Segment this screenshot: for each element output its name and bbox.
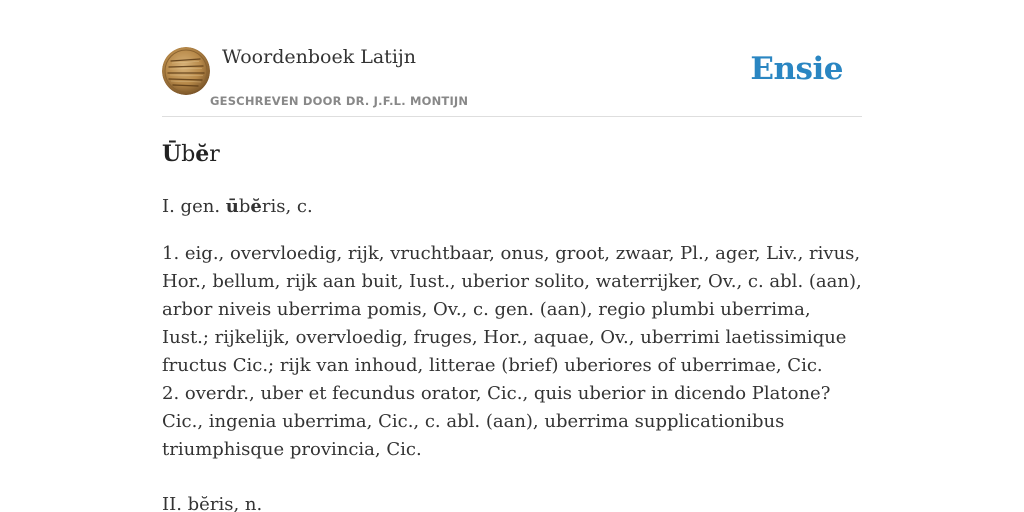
grammar-line — [162, 193, 862, 221]
site-title[interactable]: Woordenboek Latijn — [222, 46, 417, 68]
headword-part: ĕ — [195, 141, 210, 167]
sense-2: 2. overdr., uber et fecundus orator, Cic., quis uberior in dicendo Platone? Cic., ingenia uberrima, Cic., c. abl. (aan), uberrima supplicationibus triumphisque provincia, Cic. — [162, 383, 831, 460]
author-byline[interactable]: GESCHREVEN DOOR DR. J.F.L. MONTIJN — [210, 94, 469, 108]
headword — [162, 139, 862, 170]
coin-logo-icon-graphic — [162, 47, 210, 95]
headword-part: Ū — [162, 141, 182, 167]
grammar-prefix: I. gen. — [162, 196, 226, 217]
entry-content — [162, 139, 862, 512]
grammar-bold: ū — [225, 196, 239, 217]
sense-1: 1. eig., overvloedig, rijk, vruchtbaar, onus, groot, zwaar, Pl., ager, Liv., rivus, Hor., bellum, rijk aan buit, Iust., uberior solito, waterrijker, Ov., c. abl. (aan), arbor niveis uberrima pomis, Ov., c. gen. (aan), regio plumbi uberrima, Iust.; rijkelijk, overvloedig, fruges, Hor., aquae, Ov., uberrimi laetissimique fructus Cic.; rijk van inhoud, litterae (brief) uberiores of uberrimae, Cic. — [162, 243, 862, 376]
ensie-logo[interactable]: Ensie — [750, 51, 843, 87]
section-2: II. bĕris, n. — [162, 494, 263, 512]
grammar-bold: ĕ — [250, 196, 262, 217]
grammar-mid: b — [238, 196, 251, 217]
coin-logo-icon[interactable] — [162, 47, 210, 95]
site-header — [162, 0, 862, 117]
headword-part: b — [181, 142, 196, 167]
grammar-suffix: ris, c. — [261, 196, 313, 217]
headword-part: r — [209, 142, 220, 167]
